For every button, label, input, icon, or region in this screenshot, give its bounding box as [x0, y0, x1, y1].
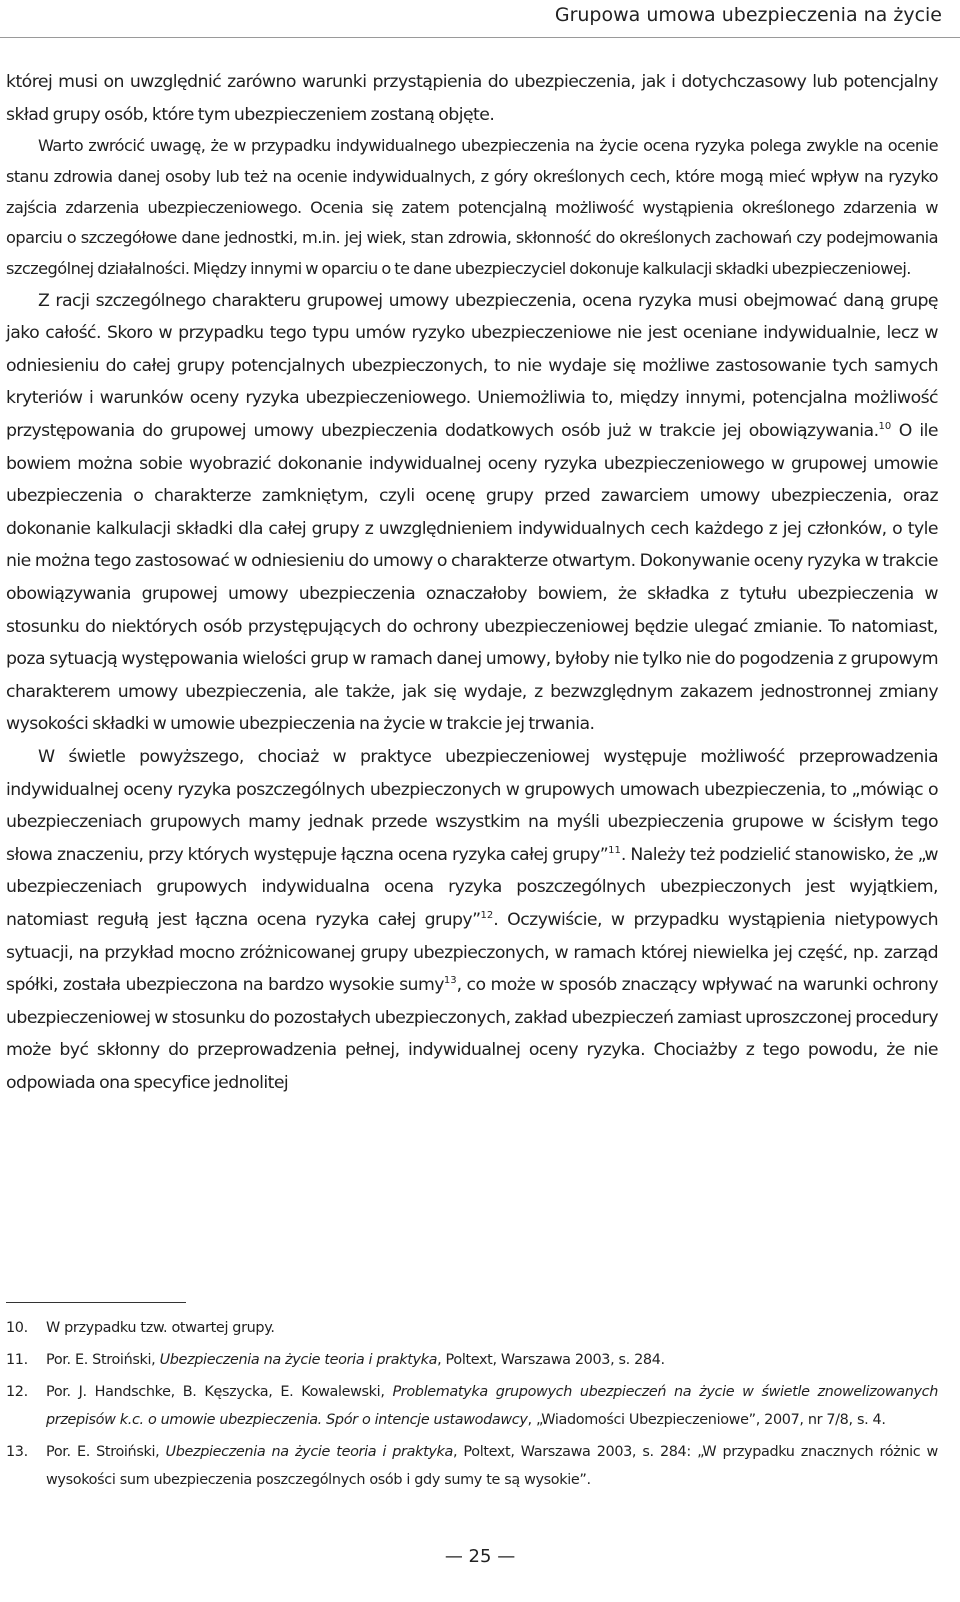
running-header: Grupowa umowa ubezpieczenia na życie — [554, 4, 942, 26]
footnote-number: 13. — [6, 1444, 28, 1460]
footnote-title: Ubezpieczenia na życie teoria i praktyka — [159, 1352, 438, 1368]
footnote-number: 11. — [6, 1352, 28, 1368]
paragraph-continued: której musi on uwzględnić zarówno warunki przystąpienia do ubezpieczenia, jak i dotychczasowy lub potencjalny skład grupy osób, które tym ubezpieczeniem zostaną objęte. — [6, 72, 938, 125]
header-rule — [0, 37, 960, 38]
footnote-ref-10[interactable]: 10 — [878, 421, 892, 433]
footnote-ref-11[interactable]: 11 — [608, 844, 621, 856]
footnote-number: 10. — [6, 1320, 28, 1336]
paragraph-group-contract: Z racji szczególnego charakteru grupowej umowy ubezpieczenia, ocena ryzyka musi obejmować daną grupę jako całość. Skoro w przypadku tego typu umów ryzyko ubezpieczeniowe nie jest oceniane indywidualnie, lecz w odniesieniu do całej grupy potencjalnych ubezpieczonych, to nie wydaje się możliwe zastosowanie tych samych kryteriów i warunków oceny ryzyka ubezpieczeniowego. Uniemożliwia to, między innymi, potencjalna możliwość przystępowania do grupowej umowy ubezpieczenia dodatkowych osób już w trakcie jej obowiązywania.$^{10}$ O ile bowiem można sobie wyobrazić dokonanie indywidualnej oceny ryzyka ubezpieczeniowego w grupowej umowie ubezpieczenia o charakterze zamkniętym, czyli ocenę grupy przed zawarciem umowy ubezpieczenia, oraz dokonanie kalkulacji składki dla całej grupy z uwzględnieniem indywidualnych cech każdego z jej członków, o tyle nie można tego zastosować w odniesieniu do umowy o charakterze otwartym. Dokonywanie oceny ryzyka w trakcie obowiązywania grupowej umowy ubezpieczenia oznaczałoby bowiem, że składka z tytułu ubezpieczenia w stosunku do niektórych osób przystępujących do ochrony ubezpieczeniowej będzie ulegać zmianie. To natomiast, poza sytuacją występowania wielości grup w ramach danej umowy, byłoby nie tylko nie do pogodzenia z grupowym charakterem umowy ubezpieczenia, ale także, jak się wydaje, z bezwzględnym zakazem jednostronnej zmiany wysokości składki w umowie ubezpieczenia na życie w trakcie jej trwania. — [6, 290, 938, 735]
footnotes — [6, 1314, 938, 1498]
footnote-ref-12[interactable]: 12 — [480, 909, 494, 921]
footnote-title: Problematyka grupowych ubezpieczeń na życie w świetle znowelizowanych przepisów k.c. o umowie ubezpieczenia. Spór o intencje ustawodawcy — [46, 1384, 938, 1428]
footnote-ref-13[interactable]: 13 — [443, 975, 457, 987]
footnote-text: W przypadku tzw. otwartej grupy. — [46, 1320, 275, 1336]
footnote-11: 11. Por. E. Stroiński, Ubezpieczenia na życie teoria i praktyka, Poltext, Warszawa 2003, s. 284. — [6, 1346, 938, 1374]
paragraph-conclusion: W świetle powyższego, chociaż w praktyce ubezpieczeniowej występuje możliwość przeprowadzenia indywidualnej oceny ryzyka poszczególnych ubezpieczonych w grupowych umowach ubezpieczenia, to „mówiąc o ubezpieczeniach grupowych mamy jednak przede wszystkim na myśli ubezpieczenia grupowe w ścisłym tego słowa znaczeniu, przy których występuje łączna ocena ryzyka całej grupy”$^{11}$. Należy też podzielić stanowisko, że „w ubezpieczeniach grupowych indywidualna ocena ryzyka poszczególnych ubezpieczonych jest wyjątkiem, natomiast regułą jest łączna ocena ryzyka całej grupy”$^{12}$. Oczywiście, w przypadku wystąpienia nietypowych sytuacji, na przykład mocno zróżnicowanej grupy ubezpieczonych, w ramach której niewielka jej część, np. zarząd spółki, została ubezpieczona na bardzo wysokie sumy$^{13}$, co może w sposób znaczący wpływać na warunki ochrony ubezpieczeniowej w stosunku do pozostałych ubezpieczonych, zakład ubezpieczeń zamiast uproszczonej procedury może być skłonny do przeprowadzenia pełnej, indywidualnej oceny ryzyka. Chociażby z tego powodu, że nie odpowiada ona specyfice jednolitej — [6, 747, 939, 1093]
footnote-13: 13. Por. E. Stroiński, Ubezpieczenia na życie teoria i praktyka, Poltext, Warszawa 2003, s. 284: „W przypadku znacznych różnic w wysokości sum ubezpieczenia poszczególnych osób i gdy sumy te są wysokie”. — [6, 1438, 938, 1494]
footnote-title: Ubezpieczenia na życie teoria i praktyka — [165, 1444, 453, 1460]
footnote-10 — [6, 1314, 938, 1342]
footnote-12: 12. Por. J. Handschke, B. Kęszycka, E. Kowalewski, Problematyka grupowych ubezpieczeń na życie w świetle znowelizowanych przepisów k.c. o umowie ubezpieczenia. Spór o intencje ustawodawcy, „Wiadomości Ubezpieczeniowe”, 2007, nr 7/8, s. 4. — [6, 1378, 938, 1434]
footnote-number: 12. — [6, 1384, 28, 1400]
paragraph-risk-assessment: Warto zwrócić uwagę, że w przypadku indywidualnego ubezpieczenia na życie ocena ryzyka polega zwykle na ocenie stanu zdrowia danej osoby lub też na ocenie indywidualnych, z góry określonych cech, które mogą mieć wpływ na ryzyko zajścia zdarzenia ubezpieczeniowego. Ocenia się zatem potencjalną możliwość wystąpienia określonego zdarzenia w oparciu o szczegółowe dane jednostki, m.in. jej wiek, stan zdrowia, skłonność do określonych zachowań czy podejmowania szczególnej działalności. Między innymi w oparciu o te dane ubezpieczyciel dokonuje kalkulacji składki ubezpieczeniowej. — [6, 136, 938, 278]
main-text — [6, 66, 938, 1100]
page-number: — 25 — — [444, 1546, 516, 1567]
footnote-separator — [6, 1302, 186, 1303]
